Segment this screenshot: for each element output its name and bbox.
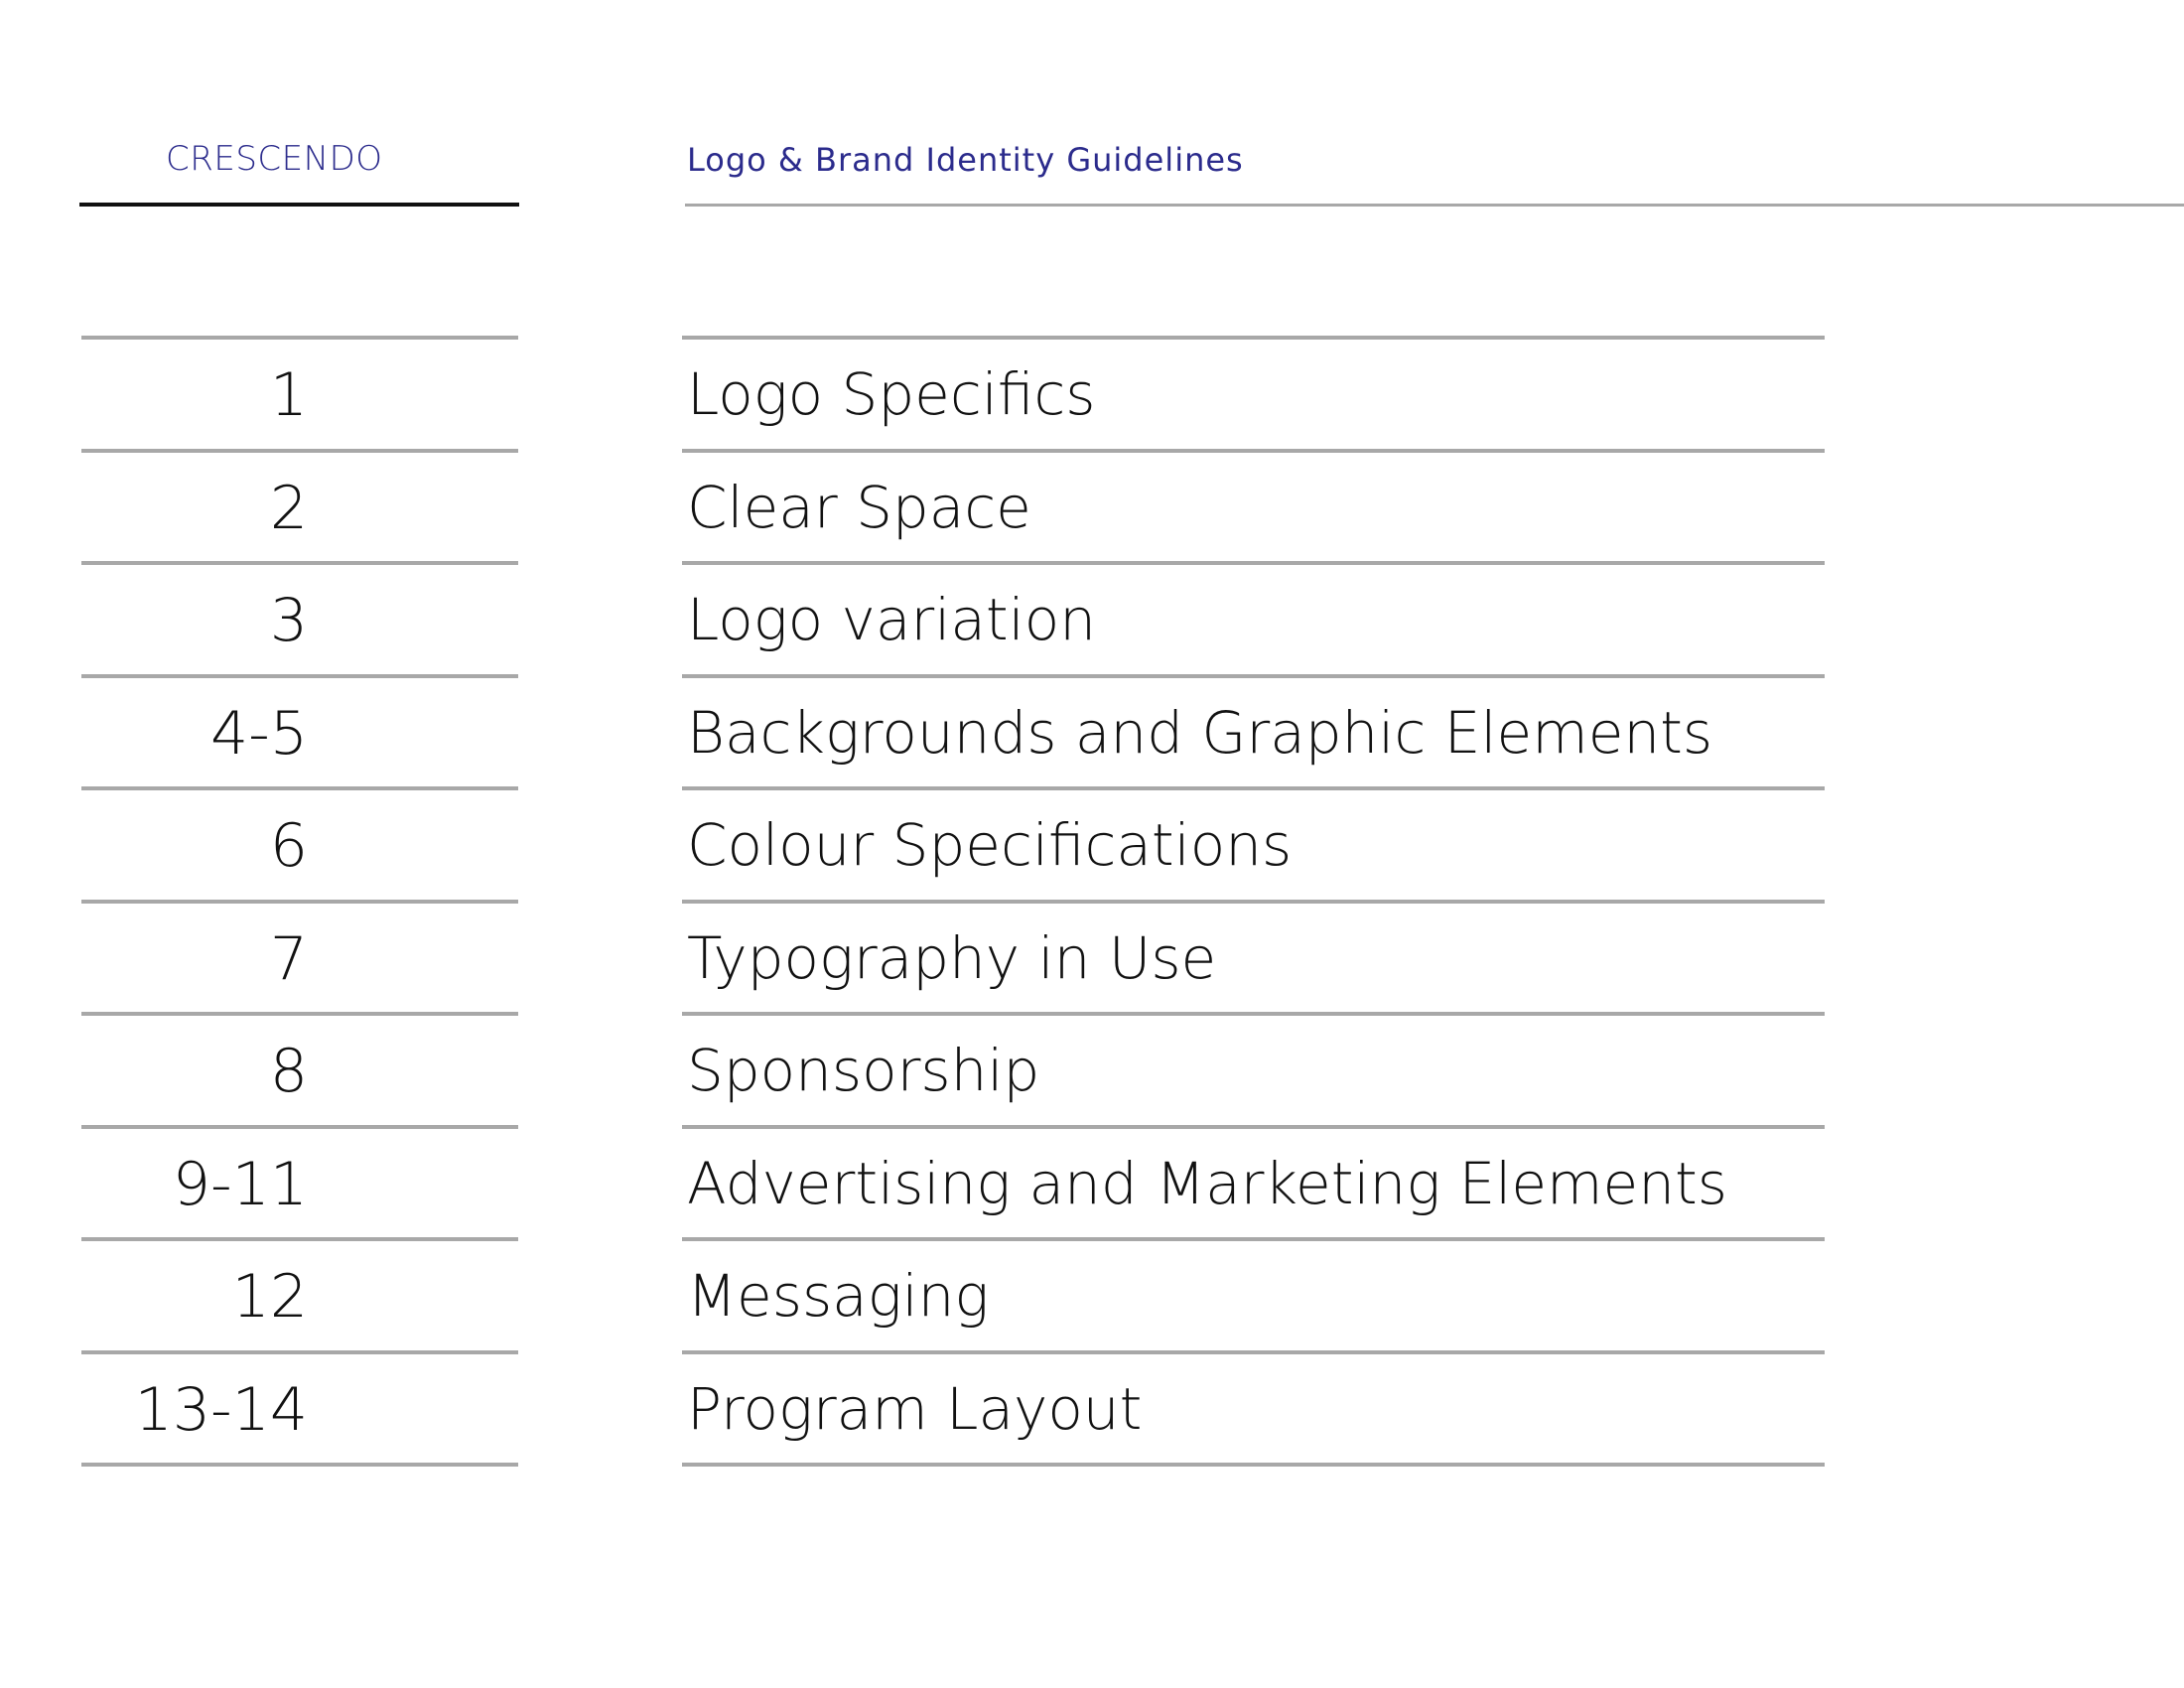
toc-page-number: 9-11	[172, 1150, 308, 1219]
toc-row	[0, 1237, 2184, 1349]
toc-row	[0, 900, 2184, 1012]
toc-page-number: 2	[269, 474, 308, 543]
toc-page-number: 13-14	[134, 1375, 308, 1445]
toc-divider-right	[682, 1463, 1825, 1467]
toc-section-title: Sponsorship	[687, 1037, 1040, 1104]
toc-row	[0, 674, 2184, 786]
toc-page-number: 8	[269, 1037, 308, 1106]
toc-section-title: Logo Specifics	[687, 360, 1096, 428]
toc-section-title: Clear Space	[687, 474, 1031, 541]
toc-page-number: 1	[269, 360, 308, 430]
document-title: Logo & Brand Identity Guidelines	[687, 141, 1244, 179]
toc-section-title: Program Layout	[687, 1375, 1143, 1443]
toc-row	[0, 1350, 2184, 1463]
toc-section-title: Backgrounds and Graphic Elements	[687, 699, 1713, 767]
toc-page-number: 7	[269, 924, 308, 994]
toc-divider-left	[81, 1463, 518, 1467]
toc-section-title: Logo variation	[687, 586, 1096, 653]
toc-page-number: 12	[231, 1262, 308, 1332]
toc-section-title: Typography in Use	[687, 924, 1217, 992]
toc-page-number: 4-5	[210, 699, 308, 769]
toc-section-title: Advertising and Marketing Elements	[687, 1150, 1727, 1217]
toc-row	[0, 449, 2184, 561]
toc-section-title: Messaging	[687, 1262, 990, 1330]
brand-name: CRESCENDO	[166, 139, 383, 179]
toc-section-title: Colour Specifications	[687, 811, 1293, 879]
toc-row	[0, 336, 2184, 448]
toc-row	[0, 1125, 2184, 1237]
toc-page-number: 6	[269, 811, 308, 881]
toc-row	[0, 786, 2184, 899]
toc-page-number: 3	[269, 586, 308, 655]
toc-row	[0, 1012, 2184, 1124]
toc-row	[0, 561, 2184, 673]
